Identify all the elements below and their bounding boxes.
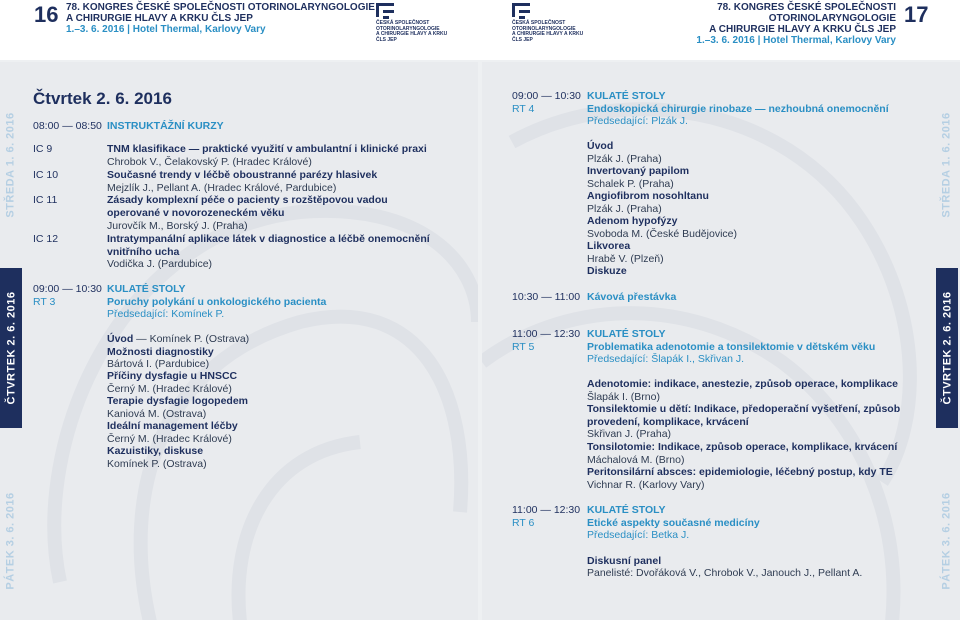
talk-author: Schalek P. (Praha) bbox=[587, 178, 674, 190]
talk-title: Příčiny dysfagie u HNSCC bbox=[107, 370, 238, 382]
society-logo-icon bbox=[512, 3, 530, 21]
conference-name: 78. KONGRES ČESKÉ SPOLEČNOSTI OTORINOLARYNGOLOGIE bbox=[717, 2, 896, 24]
session-chair: Předsedající: Betka J. bbox=[587, 529, 690, 541]
talk-author: Kaniová M. (Ostrava) bbox=[107, 408, 207, 420]
conference-name-2: A CHIRURGIE HLAVY A KRKU ČLS JEP bbox=[66, 13, 253, 24]
talk-author: Černý M. (Hradec Králové) bbox=[107, 383, 232, 395]
talk-author: Hrabě V. (Plzeň) bbox=[587, 253, 664, 265]
course-title-cont: operované v novorozeneckém věku bbox=[107, 207, 285, 219]
right-page bbox=[482, 62, 960, 620]
session-code: RT 3 bbox=[33, 296, 56, 308]
tab-ctvrtek[interactable] bbox=[936, 268, 958, 428]
conference-date: 1.–3. 6. 2016 | Hotel Thermal, Karlovy Vary bbox=[66, 24, 266, 35]
course-authors: Chrobok V., Čelakovský P. (Hradec Králové) bbox=[107, 156, 312, 168]
tab-streda[interactable] bbox=[0, 62, 22, 268]
session-time: 09:00 — 10:30 bbox=[33, 283, 102, 295]
course-title: Současné trendy v léčbě oboustranné parézy hlasivek bbox=[107, 169, 378, 181]
break-time: 10:30 — 11:00 bbox=[512, 291, 581, 303]
course-authors: Mejzlík J., Pellant A. (Hradec Králové, Pardubice) bbox=[107, 182, 337, 194]
logo-text-2: OTORINOLARYNGOLOGIE bbox=[376, 25, 440, 32]
talk-author: Vichnar R. (Karlovy Vary) bbox=[587, 479, 705, 491]
panel-title: Diskusní panel bbox=[587, 555, 662, 567]
talk-title: Tonsilotomie: Indikace, způsob operace, komplikace, krvácení bbox=[587, 441, 898, 453]
talk-author: Svoboda M. (České Budějovice) bbox=[587, 228, 737, 240]
conference-date: 1.–3. 6. 2016 | Hotel Thermal, Karlovy Vary bbox=[696, 35, 896, 46]
session-label: KULATÉ STOLY bbox=[107, 283, 186, 295]
session-label: KULATÉ STOLY bbox=[587, 90, 666, 102]
talk-author: Bártová I. (Pardubice) bbox=[107, 358, 210, 370]
session-chair: Předsedající: Šlapák I., Skřivan J. bbox=[587, 353, 744, 365]
tab-ctvrtek-label: ČTVRTEK 2. 6. 2016 bbox=[5, 291, 17, 405]
talk-author: Šlapák I. (Brno) bbox=[587, 391, 660, 403]
logo-text-3: A CHIRURGIE HLAVY A KRKU bbox=[512, 31, 584, 37]
society-logo-right bbox=[512, 3, 602, 43]
logo-text-2: OTORINOLARYNGOLOGIE bbox=[512, 25, 576, 32]
talk-title: Adenotomie: indikace, anestezie, způsob operace, komplikace bbox=[587, 378, 899, 390]
course-code: IC 12 bbox=[33, 233, 59, 245]
course-title: Zásady komplexní péče o pacienty s rozštěpovou vadou bbox=[107, 194, 388, 206]
session-code: RT 5 bbox=[512, 341, 535, 353]
course-title: Intratympanální aplikace látek v diagnostice a léčbě onemocnění bbox=[107, 233, 430, 245]
session-chair: Předsedající: Komínek P. bbox=[107, 308, 225, 320]
right-conference-info bbox=[620, 2, 896, 46]
talk-author: Plzák J. (Praha) bbox=[587, 203, 662, 215]
logo-text-4: ČLS JEP bbox=[376, 36, 397, 43]
tab-patek[interactable] bbox=[936, 462, 958, 620]
intro-title: Úvod bbox=[107, 333, 134, 345]
panel-people: Panelisté: Dvořáková V., Chrobok V., Janouch J., Pellant A. bbox=[587, 567, 863, 579]
session-title: Poruchy polykání u onkologického pacienta bbox=[107, 296, 327, 308]
intro-line bbox=[107, 333, 249, 346]
conference-name: 78. KONGRES ČESKÉ SPOLEČNOSTI OTORINOLARYNGOLOGIE bbox=[66, 2, 375, 13]
tab-patek-label: PÁTEK 3. 6. 2016 bbox=[5, 492, 17, 590]
talk-author: Plzák J. (Praha) bbox=[587, 153, 662, 165]
course-authors: Jurovčík M., Borský J. (Praha) bbox=[107, 220, 248, 232]
course-code: IC 9 bbox=[33, 143, 53, 155]
day-title: Čtvrtek 2. 6. 2016 bbox=[33, 89, 172, 108]
talk-title: Angiofibrom nosohltanu bbox=[587, 190, 709, 202]
talk-author: Komínek P. (Ostrava) bbox=[107, 458, 207, 470]
logo-text-3: A CHIRURGIE HLAVY A KRKU bbox=[376, 31, 448, 37]
tab-streda[interactable] bbox=[936, 62, 958, 268]
talk-title-cont: provedení, komplikace, krvácení bbox=[587, 416, 749, 428]
tab-streda-label: STŘEDA 1. 6. 2016 bbox=[941, 112, 953, 218]
talk-author: Skřivan J. (Praha) bbox=[587, 428, 672, 440]
course-title: TNM klasifikace — praktické využití v ambulantní i klinické praxi bbox=[107, 143, 427, 155]
session-time: 11:00 — 12:30 bbox=[512, 328, 581, 340]
left-page bbox=[0, 62, 478, 620]
talk-author: Máchalová M. (Brno) bbox=[587, 454, 685, 466]
talk-title: Peritonsilární absces: epidemiologie, léčebný postup, kdy TE bbox=[587, 466, 893, 478]
course-title-cont: vnitřního ucha bbox=[107, 246, 180, 258]
society-logo-left bbox=[376, 3, 466, 43]
course-code: IC 11 bbox=[33, 194, 58, 206]
session-title: Endoskopická chirurgie rinobaze — nezhoubná onemocnění bbox=[587, 103, 889, 115]
talk-title: Ideální management léčby bbox=[107, 420, 238, 432]
tab-patek-label: PÁTEK 3. 6. 2016 bbox=[941, 492, 953, 590]
conference-name-2: A CHIRURGIE HLAVY A KRKU ČLS JEP bbox=[709, 24, 896, 35]
session-title: Problematika adenotomie a tonsilektomie v dětském věku bbox=[587, 341, 876, 353]
left-conference-info bbox=[66, 2, 375, 35]
closing-discussion: Diskuze bbox=[587, 265, 627, 277]
tab-ctvrtek[interactable] bbox=[0, 268, 22, 428]
intro-author: — Komínek P. (Ostrava) bbox=[133, 333, 250, 345]
talk-title: Kazuistiky, diskuse bbox=[107, 445, 204, 457]
session-title: Etické aspekty současné medicíny bbox=[587, 517, 760, 529]
session-code: RT 6 bbox=[512, 517, 535, 529]
session-time: 11:00 — 12:30 bbox=[512, 504, 581, 516]
society-logo-icon bbox=[376, 3, 394, 21]
session-label: KULATÉ STOLY bbox=[587, 504, 666, 516]
page-header bbox=[0, 0, 960, 60]
course-authors: Vodička J. (Pardubice) bbox=[107, 258, 213, 270]
logo-text-1: ČESKÁ SPOLEČNOST bbox=[376, 20, 430, 26]
talk-title: Likvorea bbox=[587, 240, 631, 252]
talk-title: Úvod bbox=[587, 140, 614, 152]
talk-title: Adenom hypofýzy bbox=[587, 215, 678, 227]
session-label: KULATÉ STOLY bbox=[587, 328, 666, 340]
break-label: Kávová přestávka bbox=[587, 291, 677, 303]
logo-text-1: ČESKÁ SPOLEČNOST bbox=[512, 20, 566, 26]
talk-title: Terapie dysfagie logopedem bbox=[107, 395, 249, 407]
talk-title: Možnosti diagnostiky bbox=[107, 346, 214, 358]
tab-ctvrtek-label: ČTVRTEK 2. 6. 2016 bbox=[941, 291, 953, 405]
session-time: 09:00 — 10:30 bbox=[512, 90, 581, 102]
logo-text-4: ČLS JEP bbox=[512, 36, 533, 43]
tab-streda-label: STŘEDA 1. 6. 2016 bbox=[5, 112, 17, 218]
course-code: IC 10 bbox=[33, 169, 59, 181]
session-code: RT 4 bbox=[512, 103, 535, 115]
talk-author: Černý M. (Hradec Králové) bbox=[107, 433, 232, 445]
talk-title: Tonsilektomie u dětí: Indikace, předoperační vyšetření, způsob bbox=[587, 403, 901, 415]
course-section-title: INSTRUKTÁŽNÍ KURZY bbox=[107, 120, 224, 132]
talk-title: Invertovaný papilom bbox=[587, 165, 690, 177]
right-page-number: 17 bbox=[904, 2, 929, 27]
left-page-number: 16 bbox=[34, 2, 59, 27]
tab-patek[interactable] bbox=[0, 462, 22, 620]
session-chair: Předsedající: Plzák J. bbox=[587, 115, 688, 127]
course-time: 08:00 — 08:50 bbox=[33, 120, 102, 132]
